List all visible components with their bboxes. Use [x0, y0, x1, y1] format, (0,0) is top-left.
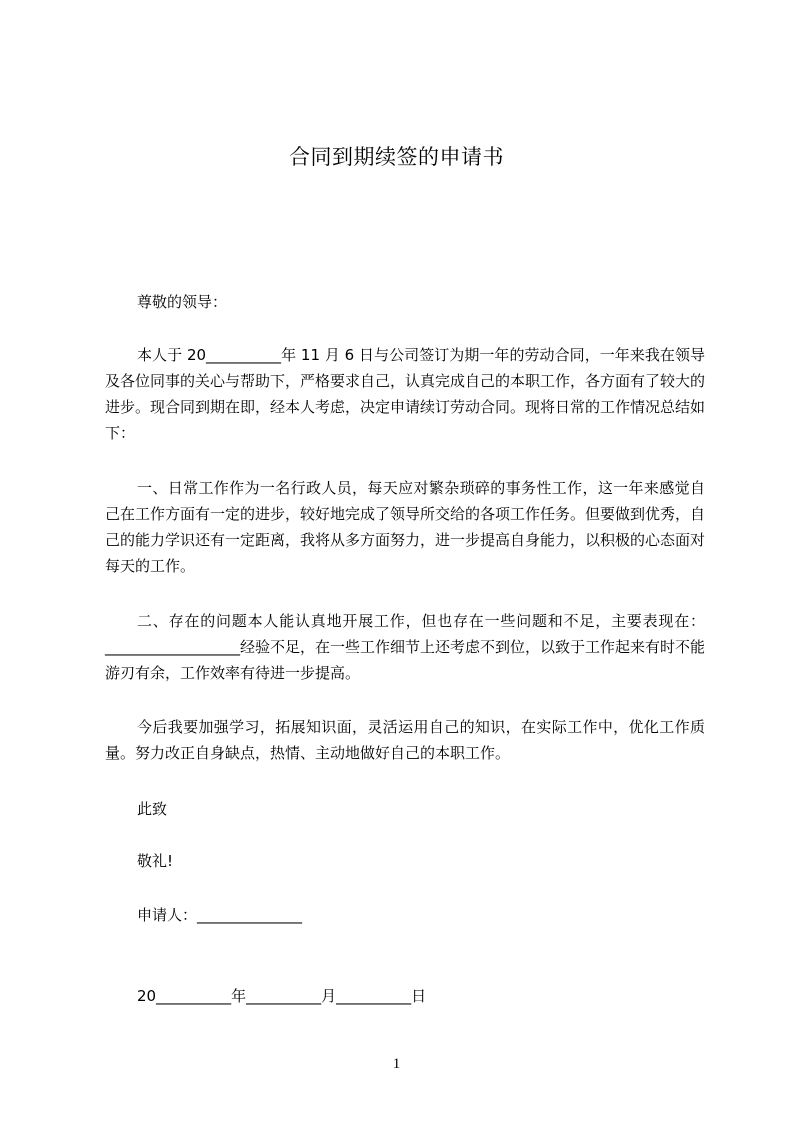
- closing-regards: 此致: [137, 800, 168, 818]
- date-line: 20__________年__________月__________日: [137, 987, 427, 1005]
- paragraph-intro: 本人于 20__________年 11 月 6 日与公司签订为期一年的劳动合同，一年来我在领导及各位同事的关心与帮助下，严格要求自己，认真完成自己的本职工作，各方面有了较大的进步。现合同到期在即，经本人考虑，决定申请续订劳动合同。现将日常的工作情况总结如下：: [105, 346, 706, 442]
- closing-salute: 敬礼!: [137, 852, 174, 870]
- salutation: 尊敬的领导：: [137, 293, 228, 311]
- paragraph-problems: 二、存在的问题本人能认真地开展工作，但也存在一些问题和不足，主要表现在：__________________经验不足，在一些工作细节上还考虑不到位，以致于工作起来有时不能游刃有余，工作效率有待进一步提高。: [105, 612, 706, 682]
- paragraph-daily-work: 一、日常工作作为一名行政人员，每天应对繁杂琐碎的事务性工作，这一年来感觉自己在工作方面有一定的进步，较好地完成了领导所交给的各项工作任务。但要做到优秀，自己的能力学识还有一定距离，我将从多方面努力，进一步提高自身能力，以积极的心态面对每天的工作。: [105, 479, 706, 575]
- paragraph-future: 今后我要加强学习，拓展知识面，灵活运用自己的知识，在实际工作中，优化工作质量。努力改正自身缺点，热情、主动地做好自己的本职工作。: [105, 718, 705, 762]
- applicant-signature-line: 申请人：______________: [137, 906, 303, 924]
- page-number: 1: [392, 1056, 401, 1072]
- document-title: 合同到期续签的申请书: [289, 145, 504, 169]
